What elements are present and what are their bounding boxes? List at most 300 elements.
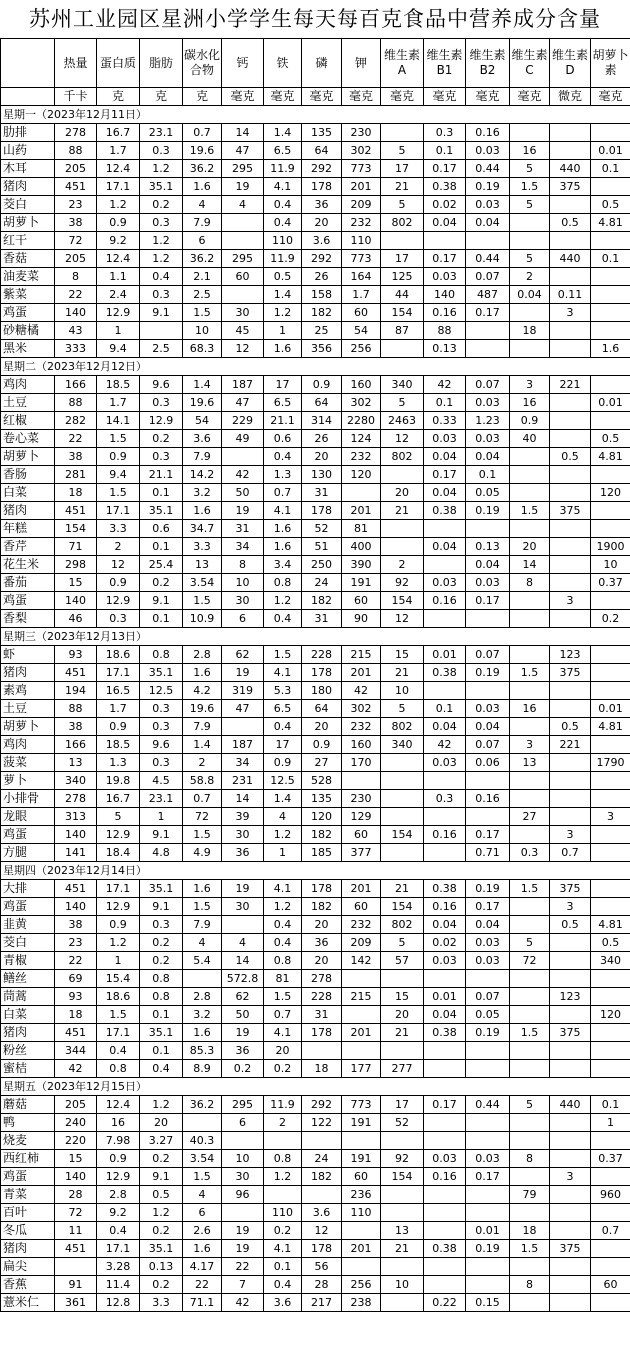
nutrient-value [550, 124, 591, 142]
nutrient-value [222, 448, 264, 466]
nutrient-value: 13 [183, 556, 222, 574]
nutrient-value: 34.7 [183, 520, 222, 538]
nutrient-value [466, 1132, 510, 1150]
nutrient-value: 5.3 [264, 682, 302, 700]
nutrient-value: 4.1 [264, 1024, 302, 1042]
nutrient-value: 91 [55, 1276, 97, 1294]
food-name: 土豆 [1, 394, 55, 412]
nutrient-value: 17 [381, 160, 424, 178]
nutrient-value [381, 1186, 424, 1204]
food-name: 青椒 [1, 952, 55, 970]
nutrient-value: 1.2 [140, 232, 183, 250]
nutrient-value: 135 [302, 790, 342, 808]
nutrient-value [381, 340, 424, 358]
nutrient-value: 130 [302, 466, 342, 484]
nutrient-value: 960 [591, 1186, 630, 1204]
nutrient-value: 4.5 [140, 772, 183, 790]
nutrient-value: 40.3 [183, 1132, 222, 1150]
nutrient-value: 0.17 [424, 466, 466, 484]
food-name: 砂糖橘 [1, 322, 55, 340]
nutrient-value: 110 [342, 1204, 381, 1222]
nutrient-value: 154 [381, 826, 424, 844]
nutrient-value: 12.9 [140, 412, 183, 430]
nutrient-value: 1.3 [97, 754, 140, 772]
nutrient-value [550, 1114, 591, 1132]
nutrient-value: 1.2 [97, 196, 140, 214]
food-name: 番茄 [1, 574, 55, 592]
nutrient-value: 0.16 [424, 898, 466, 916]
nutrient-value: 14.2 [183, 466, 222, 484]
nutrient-value: 1.5 [264, 988, 302, 1006]
nutrient-value: 18 [510, 322, 550, 340]
nutrient-value [550, 340, 591, 358]
nutrient-value: 69 [55, 970, 97, 988]
nutrient-value: 72 [55, 1204, 97, 1222]
table-row [1, 574, 630, 592]
nutrient-value: 19 [222, 1240, 264, 1258]
nutrient-value: 17.1 [97, 178, 140, 196]
nutrient-value: 1.5 [97, 430, 140, 448]
nutrient-value [550, 1258, 591, 1276]
nutrient-value: 292 [302, 160, 342, 178]
nutrient-value: 182 [302, 592, 342, 610]
nutrient-value [342, 484, 381, 502]
nutrient-value [466, 1114, 510, 1132]
table-row [1, 1150, 630, 1168]
nutrient-value: 0.9 [302, 376, 342, 394]
table-row [1, 1204, 630, 1222]
nutrient-value: 23.1 [140, 124, 183, 142]
day-header-cell [1, 862, 630, 880]
nutrient-value: 30 [222, 1168, 264, 1186]
nutrient-value: 0.8 [264, 952, 302, 970]
nutrient-value: 220 [55, 1132, 97, 1150]
nutrient-value [424, 1276, 466, 1294]
nutrient-value [424, 772, 466, 790]
nutrient-value: 16 [97, 1114, 140, 1132]
nutrient-value: 24 [302, 574, 342, 592]
food-name: 鸡蛋 [1, 592, 55, 610]
nutrient-value: 28 [55, 1186, 97, 1204]
nutrient-value: 141 [55, 844, 97, 862]
nutrient-value: 79 [510, 1186, 550, 1204]
food-name: 西红柿 [1, 1150, 55, 1168]
nutrient-value: 10.9 [183, 610, 222, 628]
nutrient-value: 36.2 [183, 250, 222, 268]
food-name: 烧麦 [1, 1132, 55, 1150]
nutrient-value: 205 [55, 250, 97, 268]
nutrient-value: 120 [591, 484, 630, 502]
nutrient-value: 13 [510, 754, 550, 772]
nutrient-value: 17 [264, 736, 302, 754]
nutrient-value: 5 [381, 934, 424, 952]
nutrient-value: 314 [302, 412, 342, 430]
nutrient-value: 64 [302, 394, 342, 412]
nutrient-value: 4.81 [591, 718, 630, 736]
nutrient-value: 0.7 [183, 790, 222, 808]
nutrient-value: 0.6 [140, 520, 183, 538]
nutrient-value: 1.2 [140, 250, 183, 268]
nutrient-value [510, 484, 550, 502]
nutrient-value [381, 754, 424, 772]
nutrient-value: 4.81 [591, 214, 630, 232]
nutrition-table [0, 38, 630, 1312]
nutrient-value: 201 [342, 1240, 381, 1258]
table-row [1, 304, 630, 322]
nutrient-value: 54 [342, 322, 381, 340]
nutrient-value: 1.5 [264, 646, 302, 664]
nutrient-value: 1.6 [264, 340, 302, 358]
nutrient-value: 14 [222, 790, 264, 808]
food-name: 素鸡 [1, 682, 55, 700]
nutrient-value: 18.4 [97, 844, 140, 862]
table-row [1, 1258, 630, 1276]
nutrient-value: 62 [222, 646, 264, 664]
nutrient-value: 9.6 [140, 376, 183, 394]
nutrient-value [591, 898, 630, 916]
nutrient-value [381, 1258, 424, 1276]
nutrient-value: 340 [591, 952, 630, 970]
nutrient-value: 60 [342, 826, 381, 844]
day-header-cell [1, 106, 630, 124]
nutrient-value: 0.02 [424, 934, 466, 952]
nutrient-value: 9.6 [140, 736, 183, 754]
table-row [1, 1240, 630, 1258]
nutrient-value: 12.8 [97, 1294, 140, 1312]
nutrient-value [424, 610, 466, 628]
nutrient-value: 96 [222, 1186, 264, 1204]
table-row [1, 772, 630, 790]
nutrient-value: 1.6 [183, 880, 222, 898]
nutrient-value: 292 [302, 1096, 342, 1114]
nutrient-value: 1.6 [183, 502, 222, 520]
nutrient-value: 240 [55, 1114, 97, 1132]
food-name: 萝卜 [1, 772, 55, 790]
nutrient-value: 375 [550, 880, 591, 898]
nutrient-value: 0.4 [264, 718, 302, 736]
nutrient-value: 19.6 [183, 394, 222, 412]
nutrient-value [591, 502, 630, 520]
nutrient-value [591, 322, 630, 340]
nutrient-value: 319 [222, 682, 264, 700]
nutrient-value: 42 [424, 736, 466, 754]
nutrient-value: 0.4 [264, 610, 302, 628]
nutrient-value: 281 [55, 466, 97, 484]
nutrient-value: 451 [55, 664, 97, 682]
nutrient-value: 22 [222, 1258, 264, 1276]
nutrient-value: 154 [381, 898, 424, 916]
nutrient-value: 302 [342, 142, 381, 160]
nutrient-value [550, 394, 591, 412]
nutrient-value [550, 520, 591, 538]
nutrient-value: 0.3 [140, 700, 183, 718]
day-header-cell [1, 358, 630, 376]
nutrient-value: 1.4 [264, 790, 302, 808]
food-name: 猪肉 [1, 502, 55, 520]
nutrient-value: 0.17 [424, 1096, 466, 1114]
nutrient-value: 232 [342, 718, 381, 736]
nutrient-value: 182 [302, 898, 342, 916]
nutrient-value: 14 [510, 556, 550, 574]
nutrient-value: 0.3 [140, 214, 183, 232]
nutrient-value: 4.1 [264, 880, 302, 898]
nutrient-value [591, 1240, 630, 1258]
nutrient-value: 1.6 [264, 520, 302, 538]
table-row [1, 1024, 630, 1042]
nutrient-value [510, 970, 550, 988]
nutrient-value: 8 [510, 574, 550, 592]
nutrient-value [510, 1204, 550, 1222]
nutrient-value: 0.9 [302, 736, 342, 754]
nutrient-value: 2.6 [183, 1222, 222, 1240]
food-name: 小排骨 [1, 790, 55, 808]
nutrient-value: 0.9 [510, 412, 550, 430]
nutrient-value: 0.05 [466, 484, 510, 502]
nutrient-value: 1.6 [183, 664, 222, 682]
food-name: 猪肉 [1, 1024, 55, 1042]
nutrient-value: 440 [550, 160, 591, 178]
nutrient-value: 0.71 [466, 844, 510, 862]
nutrient-value: 142 [342, 952, 381, 970]
nutrient-value [591, 268, 630, 286]
table-row [1, 214, 630, 232]
nutrient-value [381, 790, 424, 808]
nutrient-value: 0.9 [97, 448, 140, 466]
nutrient-value: 10 [591, 556, 630, 574]
nutrient-value [183, 1114, 222, 1132]
nutrient-value: 1.7 [97, 142, 140, 160]
table-row [1, 880, 630, 898]
nutrient-value: 1.23 [466, 412, 510, 430]
table-row [1, 1276, 630, 1294]
nutrient-value: 40 [510, 430, 550, 448]
nutrient-value: 60 [222, 268, 264, 286]
nutrient-value: 140 [55, 898, 97, 916]
nutrient-value: 0.07 [466, 268, 510, 286]
nutrient-value [342, 970, 381, 988]
nutrient-value: 278 [302, 970, 342, 988]
nutrient-value: 0.04 [466, 718, 510, 736]
nutrient-value: 191 [342, 1150, 381, 1168]
nutrient-value: 3 [550, 826, 591, 844]
nutrient-value: 0.2 [140, 952, 183, 970]
day-header-cell [1, 628, 630, 646]
nutrient-value: 6 [183, 232, 222, 250]
nutrient-value [591, 124, 630, 142]
nutrient-value: 92 [381, 1150, 424, 1168]
nutrient-value: 177 [342, 1060, 381, 1078]
nutrient-value: 58.8 [183, 772, 222, 790]
food-name: 白菜 [1, 484, 55, 502]
nutrient-value [591, 1168, 630, 1186]
nutrient-value [591, 412, 630, 430]
nutrient-value: 277 [381, 1060, 424, 1078]
unit-cell: 克 [97, 88, 140, 106]
food-name: 胡萝卜 [1, 214, 55, 232]
nutrient-value: 12.9 [97, 898, 140, 916]
nutrient-value: 5 [381, 142, 424, 160]
nutrient-value: 15 [381, 646, 424, 664]
nutrient-value: 17.1 [97, 664, 140, 682]
nutrient-value: 19 [222, 664, 264, 682]
food-name: 红椒 [1, 412, 55, 430]
table-row [1, 538, 630, 556]
nutrient-value: 256 [342, 340, 381, 358]
nutrient-value: 191 [342, 574, 381, 592]
nutrient-value [466, 1276, 510, 1294]
nutrient-value: 187 [222, 376, 264, 394]
nutrient-value: 0.2 [140, 1150, 183, 1168]
nutrient-value: 236 [342, 1186, 381, 1204]
nutrient-value [466, 1042, 510, 1060]
nutrient-value: 18 [302, 1060, 342, 1078]
column-header: 维生素B2 [466, 39, 510, 88]
nutrient-value [381, 970, 424, 988]
nutrient-value: 1 [264, 844, 302, 862]
nutrient-value: 3.2 [183, 1006, 222, 1024]
nutrient-value [550, 682, 591, 700]
nutrient-value: 17 [381, 1096, 424, 1114]
nutrient-value: 1.5 [510, 664, 550, 682]
nutrient-value [550, 142, 591, 160]
nutrient-value: 4.1 [264, 178, 302, 196]
nutrient-value [510, 466, 550, 484]
food-name: 鸭 [1, 1114, 55, 1132]
food-name: 百叶 [1, 1204, 55, 1222]
table-row [1, 502, 630, 520]
nutrient-value: 49 [222, 430, 264, 448]
nutrient-value: 12 [381, 610, 424, 628]
table-row [1, 646, 630, 664]
nutrient-value: 140 [55, 304, 97, 322]
column-header: 钙 [222, 39, 264, 88]
nutrient-value: 487 [466, 286, 510, 304]
nutrient-value: 178 [302, 1024, 342, 1042]
nutrient-value: 81 [342, 520, 381, 538]
nutrient-value: 0.01 [591, 394, 630, 412]
nutrient-value [591, 232, 630, 250]
nutrient-value: 9.1 [140, 826, 183, 844]
nutrient-value: 5 [510, 160, 550, 178]
food-name: 扁尖 [1, 1258, 55, 1276]
nutrient-value: 9.4 [97, 340, 140, 358]
nutrient-value: 205 [55, 160, 97, 178]
nutrient-value [466, 1204, 510, 1222]
table-row [1, 790, 630, 808]
nutrient-value: 375 [550, 1240, 591, 1258]
nutrient-value: 5 [381, 394, 424, 412]
unit-cell: 毫克 [591, 88, 630, 106]
nutrient-value [550, 232, 591, 250]
nutrient-value: 0.01 [424, 646, 466, 664]
nutrient-value [381, 808, 424, 826]
nutrient-value: 0.5 [591, 430, 630, 448]
food-name: 猪肉 [1, 178, 55, 196]
nutrient-value [264, 1132, 302, 1150]
nutrient-value: 2 [97, 538, 140, 556]
nutrient-value: 62 [222, 988, 264, 1006]
nutrient-value: 3.28 [97, 1258, 140, 1276]
nutrient-value: 60 [591, 1276, 630, 1294]
nutrient-value [550, 934, 591, 952]
nutrient-value: 7 [222, 1276, 264, 1294]
nutrient-value: 30 [222, 592, 264, 610]
nutrient-value [510, 1042, 550, 1060]
nutrient-value: 201 [342, 664, 381, 682]
nutrient-value: 60 [342, 1168, 381, 1186]
food-name: 方腿 [1, 844, 55, 862]
nutrient-value: 4.1 [264, 1240, 302, 1258]
nutrient-value: 451 [55, 502, 97, 520]
nutrient-value: 4.81 [591, 448, 630, 466]
nutrient-value: 2 [264, 1114, 302, 1132]
nutrient-value: 302 [342, 394, 381, 412]
nutrient-value: 298 [55, 556, 97, 574]
nutrient-value: 256 [342, 1276, 381, 1294]
food-name: 粉丝 [1, 1042, 55, 1060]
nutrient-value [424, 1186, 466, 1204]
nutrient-value: 120 [342, 466, 381, 484]
nutrient-value: 802 [381, 916, 424, 934]
nutrient-value: 23 [55, 196, 97, 214]
nutrient-value: 16 [510, 394, 550, 412]
nutrient-value: 81 [264, 970, 302, 988]
nutrient-value [591, 286, 630, 304]
day-label: 星期四 [3, 864, 36, 877]
nutrient-value [510, 718, 550, 736]
nutrient-value: 0.03 [466, 430, 510, 448]
nutrient-value: 38 [55, 916, 97, 934]
nutrient-value: 21 [381, 502, 424, 520]
column-header: 维生素B1 [424, 39, 466, 88]
nutrient-value: 0.03 [466, 196, 510, 214]
nutrient-value: 0.04 [466, 556, 510, 574]
nutrient-value: 228 [302, 988, 342, 1006]
unit-cell: 毫克 [302, 88, 342, 106]
nutrient-value: 3.6 [302, 1204, 342, 1222]
table-row [1, 1006, 630, 1024]
nutrient-value: 19 [222, 502, 264, 520]
nutrient-value: 35.1 [140, 664, 183, 682]
nutrient-value: 6.5 [264, 700, 302, 718]
table-row [1, 1222, 630, 1240]
nutrient-value: 0.1 [140, 1006, 183, 1024]
nutrient-value: 88 [55, 394, 97, 412]
nutrient-value: 0.01 [424, 988, 466, 1006]
nutrient-value: 0.1 [140, 484, 183, 502]
nutrient-value [424, 808, 466, 826]
nutrient-value [424, 232, 466, 250]
nutrient-value [381, 1204, 424, 1222]
nutrient-value: 201 [342, 880, 381, 898]
page-title: 苏州工业园区星洲小学学生每天每百克食品中营养成分含量 [29, 7, 601, 31]
nutrient-value: 18 [55, 484, 97, 502]
nutrient-value: 10 [222, 1150, 264, 1168]
nutrient-value: 572.8 [222, 970, 264, 988]
nutrient-value [591, 304, 630, 322]
nutrient-value [510, 592, 550, 610]
nutrient-value: 31 [302, 1006, 342, 1024]
nutrient-value: 0.3 [140, 754, 183, 772]
table-row [1, 664, 630, 682]
nutrient-value: 215 [342, 988, 381, 1006]
nutrient-value: 0.13 [140, 1258, 183, 1276]
nutrient-value [381, 538, 424, 556]
nutrient-value: 31 [222, 520, 264, 538]
nutrient-value: 129 [342, 808, 381, 826]
nutrient-value: 5.4 [183, 952, 222, 970]
nutrient-value: 194 [55, 682, 97, 700]
